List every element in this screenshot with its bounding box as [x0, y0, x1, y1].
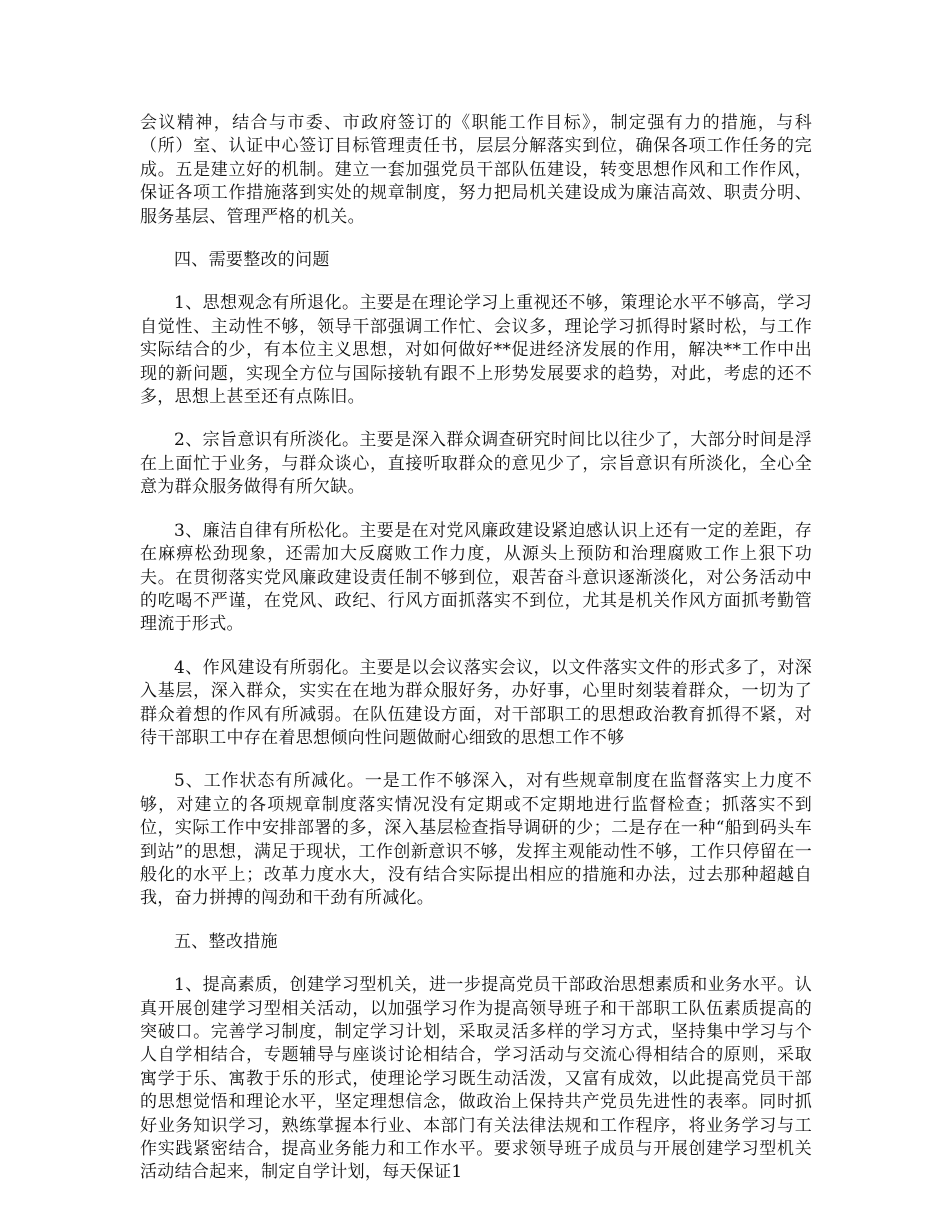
section-heading-problems: 四、需要整改的问题	[174, 250, 330, 271]
paragraph-problem-5: 5、工作状态有所减化。一是工作不够深入，对有些规章制度在监督落实上力度不够，对建立的各项规章制度落实情况没有定期或不定期地进行监督检查；抓落实不到位，实际工作中安排部署的多，深入基层检查指导调研的少；二是存在一种“船到码头车到站”的思想，满足于现状，工作创新意识不够，发挥主观能动性不够，工作只停留在一般化的水平上；改革力度水大，没有结合实际提出相应的措施和办法，过去那种超越自我，奋力拼搏的闯劲和干劲有所减化。	[140, 771, 812, 909]
paragraph-continuation: 会议精神，结合与市委、市政府签订的《职能工作目标》，制定强有力的措施，与科（所）室、认证中心签订目标管理责任书，层层分解落实到位，确保各项工作任务的完成。五是建立好的机制。建立一套加强党员干部队伍建设，转变思想作风和工作作风，保证各项工作措施落到实处的规章制度，努力把局机关建设成为廉洁高效、职责分明、服务基层、管理严格的机关。	[140, 113, 812, 227]
paragraph-problem-2: 2、宗旨意识有所淡化。主要是深入群众调查研究时间比以往少了，大部分时间是浮在上面忙于业务，与群众谈心，直接听取群众的意见少了，宗旨意识有所淡化，全心全意为群众服务做得有所欠缺。	[140, 430, 812, 498]
document-body	[140, 112, 812, 1205]
paragraph-problem-1: 1、思想观念有所退化。主要是在理论学习上重视还不够，策理论水平不够高，学习自觉性、主动性不够，领导干部强调工作忙、会议多，理论学习抓得时紧时松，与工作实际结合的少，有本位主义思想，对如何做好**促进经济发展的作用，解决**工作中出现的新问题，实现全方位与国际接轨有跟不上形势发展要求的趋势，对此，考虑的还不多，思想上甚至还有点陈旧。	[140, 293, 812, 408]
paragraph-problem-4: 4、作风建设有所弱化。主要是以会议落实会议，以文件落实文件的形式多了，对深入基层，深入群众，实实在在地为群众服好务，办好事，心里时刻装着群众，一切为了群众着想的作风有所减弱。在队伍建设方面，对干部职工的思想政治教育抓得不紧，对待干部职工中存在着思想倾向性问题做耐心细致的思想工作不够	[140, 657, 812, 748]
paragraph-problem-3: 3、廉洁自律有所松化。主要是在对党风廉政建设紧迫感认识上还有一定的差距，存在麻痹松劲现象，还需加大反腐败工作力度，从源头上预防和治理腐败工作上狠下功夫。在贯彻落实党风廉政建设责任制不够到位，艰苦奋斗意识逐渐淡化，对公务活动中的吃喝不严谨，在党风、政纪、行风方面抓落实不到位，尤其是机关作风方面抓考勤管理流于形式。	[140, 520, 812, 635]
section-heading-measures: 五、整改措施	[174, 931, 278, 952]
paragraph-measure-1: 1、提高素质，创建学习型机关，进一步提高党员干部政治思想素质和业务水平。认真开展创建学习型相关活动，以加强学习作为提高领导班子和干部职工队伍素质提高的突破口。完善学习制度，制定学习计划，采取灵活多样的学习方式，坚持集中学习与个人自学相结合，专题辅导与座谈讨论相结合，学习活动与交流心得相结合的原则，采取寓学于乐、寓教于乐的形式，使理论学习既生动活泼，又富有成效，以此提高党员干部的思想觉悟和理论水平，坚定理想信念，做政治上保持共产党员先进性的表率。同时抓好业务知识学习，熟练掌握本行业、本部门有关法律法规和工作程序，将业务学习与工作实践紧密结合，提高业务能力和工作水平。要求领导班子成员与开展创建学习型机关活动结合起来，制定自学计划，每天保证1	[140, 975, 812, 1183]
